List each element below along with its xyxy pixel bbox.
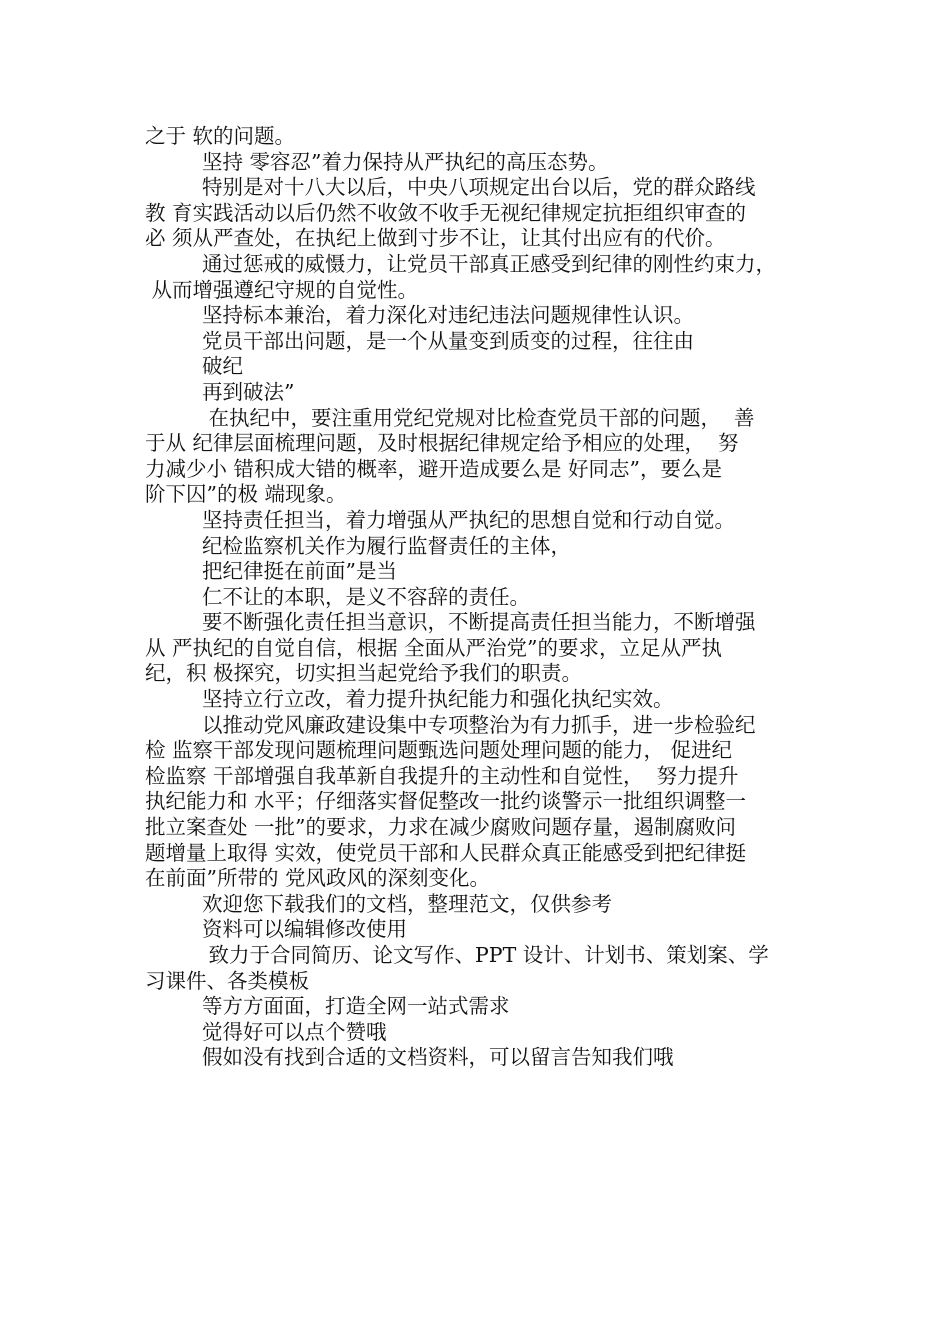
text-line: 检监察 干部增强自我革新自我提升的主动性和自觉性， 努力提升 bbox=[145, 763, 739, 788]
text-line: 以推动党风廉政建设集中专项整治为有力抓手，进一步检验纪 bbox=[202, 712, 756, 737]
text-line: 习课件、各类模板 bbox=[145, 968, 309, 993]
document-body bbox=[145, 124, 815, 1071]
text-line: 破纪 bbox=[202, 354, 243, 379]
text-line: 检 监察干部发现问题梳理问题甄选问题处理问题的能力， 促进纪 bbox=[145, 738, 733, 763]
text-line: 之于 软的问题。 bbox=[145, 124, 296, 148]
text-line: 于从 纪律层面梳理问题，及时根据纪律规定给予相应的处理， 努 bbox=[145, 431, 739, 456]
text-line: 力减少小 错积成大错的概率，避开造成要么是 好同志”，要么是 bbox=[145, 456, 723, 481]
text-line: 执纪能力和 水平；仔细落实督促整改一批约谈警示一批组织调整一 bbox=[145, 789, 747, 814]
text-line: 在执纪中，要注重用党纪党规对比检查党员干部的问题， 善 bbox=[202, 405, 755, 430]
text-line: 再到破法” bbox=[202, 379, 295, 404]
text-line: 必 须从严查处，在执纪上做到寸步不让，让其付出应有的代价。 bbox=[145, 226, 726, 251]
text-line: 纪检监察机关作为履行监督责任的主体， bbox=[202, 533, 571, 558]
text-line: 从而增强遵纪守规的自觉性。 bbox=[145, 277, 419, 302]
text-line: 欢迎您下载我们的文档，整理范文，仅供参考 bbox=[202, 891, 612, 916]
text-line: 阶下囚”的极 端现象。 bbox=[145, 482, 347, 507]
text-line: 党员干部出问题，是一个从量变到质变的过程，往往由 bbox=[202, 328, 694, 353]
text-line: 资料可以编辑修改使用 bbox=[202, 917, 407, 942]
text-line: 把纪律挺在前面”是当 bbox=[202, 559, 397, 584]
text-line: 从 严执纪的自觉自信，根据 全面从严治党”的要求，立足从严执 bbox=[145, 635, 723, 660]
text-line: 教 育实践活动以后仍然不收敛不收手无视纪律规定抗拒组织审查的 bbox=[145, 200, 747, 225]
text-line: 觉得好可以点个赞哦 bbox=[202, 1019, 387, 1044]
text-line: 假如没有找到合适的文档资料，可以留言告知我们哦 bbox=[202, 1045, 674, 1070]
text-line: 仁不让的本职，是义不容辞的责任。 bbox=[202, 584, 530, 609]
text-line: 通过惩戒的威慑力，让党员干部真正感受到纪律的刚性约束力， bbox=[202, 251, 776, 276]
text-line: 等方方面面，打造全网一站式需求 bbox=[202, 994, 510, 1019]
text-line: 坚持标本兼治，着力深化对违纪违法问题规律性认识。 bbox=[202, 303, 694, 328]
text-line: 坚持 零容忍”着力保持从严执纪的高压态势。 bbox=[202, 149, 609, 174]
text-line: 题增量上取得 实效，使党员干部和人民群众真正能感受到把纪律挺 bbox=[145, 840, 747, 865]
text-line: 特别是对十八大以后，中央八项规定出台以后，党的群众路线 bbox=[202, 175, 756, 200]
text-line: 要不断强化责任担当意识，不断提高责任担当能力，不断增强 bbox=[202, 610, 756, 635]
text-line: 批立案查处 一批”的要求，力求在减少腐败问题存量，遏制腐败问 bbox=[145, 815, 736, 840]
text-line: 坚持立行立改，着力提升执纪能力和强化执纪实效。 bbox=[202, 687, 674, 712]
text-line: 致力于合同简历、论文写作、PPT 设计、计划书、策划案、学 bbox=[202, 943, 769, 967]
text-line: 纪，积 极探究，切实担当起党给予我们的职责。 bbox=[145, 661, 583, 686]
text-line: 坚持责任担当，着力增强从严执纪的思想自觉和行动自觉。 bbox=[202, 507, 735, 532]
text-line: 在前面”所带的 党风政风的深刻变化。 bbox=[145, 866, 490, 891]
